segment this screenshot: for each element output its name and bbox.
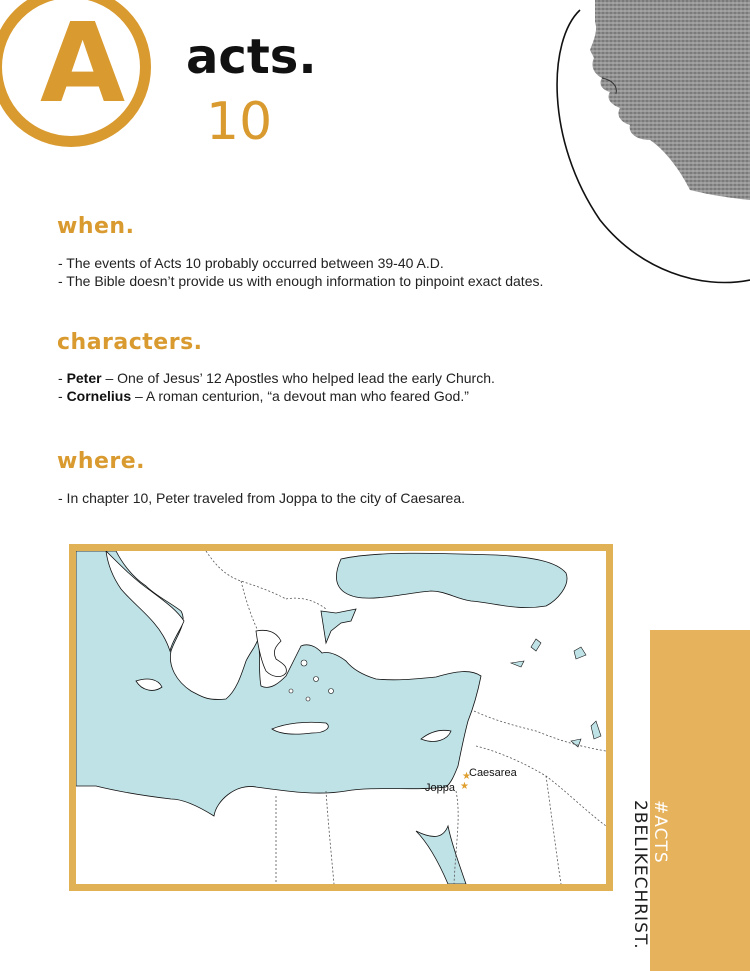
character-item-cornelius: - Cornelius – A roman centurion, “a devout man who feared God.” [58, 388, 469, 404]
side-tab-text [630, 800, 670, 950]
when-text [58, 254, 543, 290]
character-item-peter: - Peter – One of Jesus’ 12 Apostles who helped lead the early Church. [58, 370, 495, 386]
joppa-marker-icon: ★ [460, 781, 469, 792]
book-title: acts. [186, 29, 317, 85]
caesarea-label: Caesarea [469, 767, 517, 779]
when-line: - The Bible doesn’t provide us with enough information to pinpoint exact dates. [58, 273, 544, 289]
map-frame [69, 544, 613, 891]
where-line: - In chapter 10, Peter traveled from Joppa to the city of Caesarea. [58, 490, 465, 506]
logo-letter: A [40, 0, 126, 127]
where-text [58, 489, 465, 507]
chapter-number: 10 [206, 92, 273, 152]
caesarea-marker-icon: ★ [462, 771, 471, 782]
characters-list [58, 369, 495, 405]
statue-bust-illustration [540, 0, 750, 290]
character-name: Peter [66, 370, 102, 386]
section-title-where: where. [57, 449, 146, 474]
joppa-label: Joppa [425, 782, 455, 794]
section-title-when: when. [57, 214, 135, 239]
site-text: 2BELIKECHRIST. [630, 800, 650, 950]
character-name: Cornelius [66, 388, 132, 404]
hashtag-text: #ACTS [650, 800, 670, 864]
section-title-characters: characters. [57, 330, 203, 355]
mediterranean-map [76, 551, 606, 884]
when-line: - The events of Acts 10 probably occurred between 39-40 A.D. [58, 255, 444, 271]
